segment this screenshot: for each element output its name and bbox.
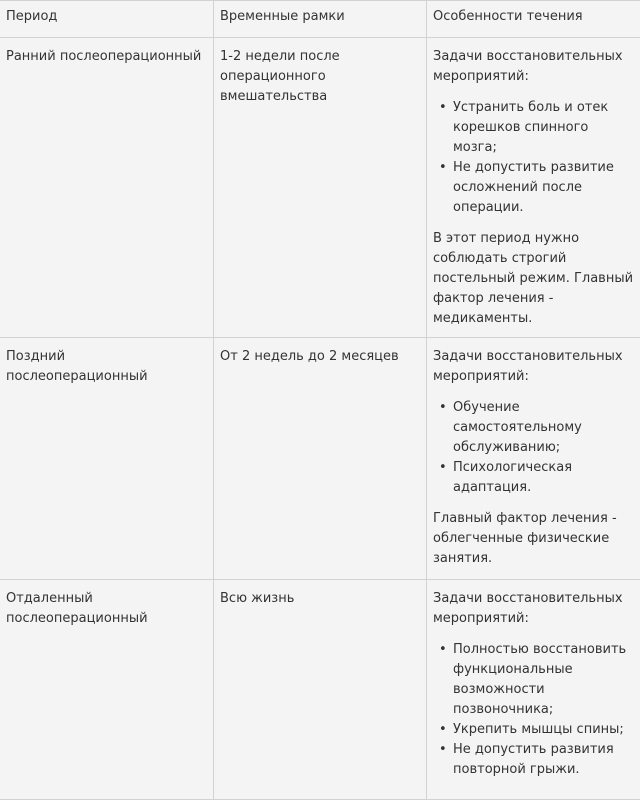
treatment-note: Главный фактор лечения - облегченные физические занятия. (433, 509, 634, 569)
features-cell (427, 580, 640, 800)
tasks-label: Задачи восстановительных мероприятий: (433, 589, 634, 629)
period-cell: Поздний послеоперационный (0, 338, 214, 580)
list-item: • Психологическая адаптация. (453, 458, 634, 498)
list-item: • Обучение самостоятельному обслуживанию; (453, 398, 634, 458)
list-item: • Полностью восстановить функциональные возможности позвоночника; (453, 640, 634, 720)
period-cell: Ранний послеоперационный (0, 38, 214, 338)
treatment-note: В этот период нужно соблюдать строгий постельный режим. Главный фактор лечения - медикаменты. (433, 229, 634, 329)
table-row (0, 38, 640, 338)
tasks-list (433, 398, 634, 498)
table-header-row (0, 1, 640, 38)
table-row (0, 338, 640, 580)
tasks-label: Задачи восстановительных мероприятий: (433, 47, 634, 87)
features-cell (427, 338, 640, 580)
tasks-list (433, 98, 634, 218)
timeframe-cell: 1-2 недели после операционного вмешательства (214, 38, 427, 338)
period-cell: Отдаленный послеоперационный (0, 580, 214, 800)
features-cell (427, 38, 640, 338)
header-features: Особенности течения (427, 1, 640, 38)
list-item: • Укрепить мышцы спины; (453, 720, 634, 740)
header-timeframe: Временные рамки (214, 1, 427, 38)
list-item: • Не допустить развития повторной грыжи. (453, 740, 634, 780)
tasks-list (433, 640, 634, 780)
table-row (0, 580, 640, 800)
list-item: • Устранить боль и отек корешков спинного мозга; (453, 98, 634, 158)
tasks-label: Задачи восстановительных мероприятий: (433, 347, 634, 387)
header-period: Период (0, 1, 214, 38)
timeframe-cell: От 2 недель до 2 месяцев (214, 338, 427, 580)
list-item: • Не допустить развитие осложнений после операции. (453, 158, 634, 218)
timeframe-cell: Всю жизнь (214, 580, 427, 800)
